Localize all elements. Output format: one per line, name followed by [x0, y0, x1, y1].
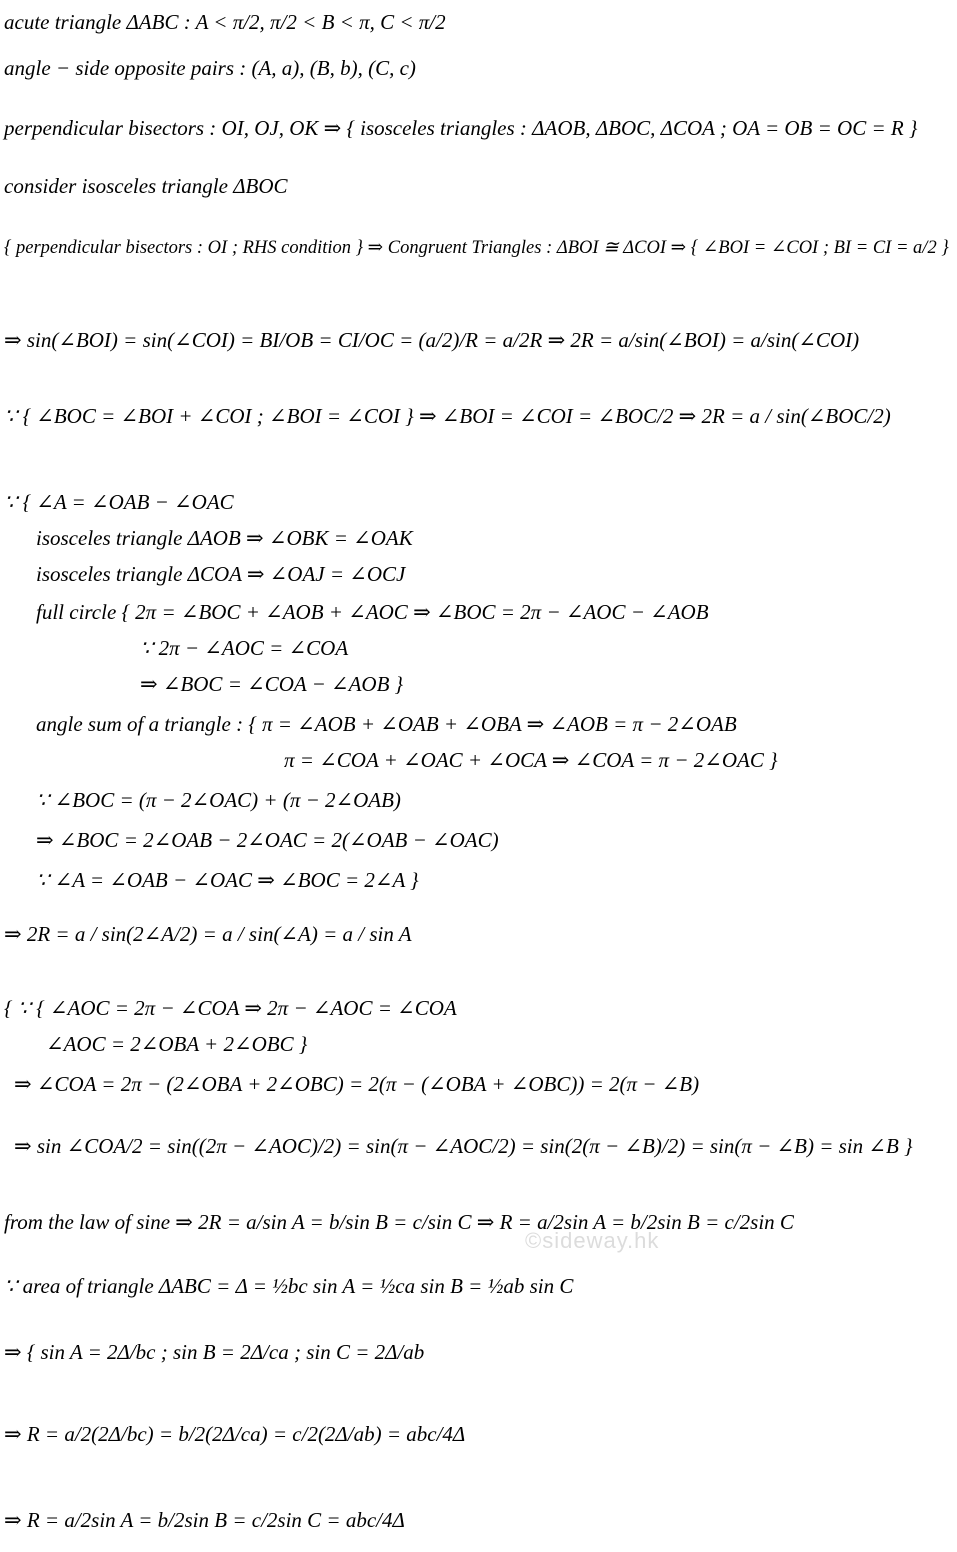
line-2: angle − side opposite pairs : (A, a), (B, b), (C, c) [4, 56, 416, 80]
line-18: ∵ ∠A = ∠OAB − ∠OAC ⇒ ∠BOC = 2∠A } [36, 868, 419, 892]
line-21: ∠AOC = 2∠OBA + 2∠OBC } [46, 1032, 308, 1056]
line-23: ⇒ sin ∠COA/2 = sin((2π − ∠AOC)/2) = sin(π − ∠AOC/2) = sin(2(π − ∠B)/2) = sin(π − ∠B) = sin ∠B } [14, 1134, 913, 1158]
line-6: ⇒ sin(∠BOI) = sin(∠COI) = BI/OB = CI/OC = (a/2)/R = a/2R ⇒ 2R = a/sin(∠BOI) = a/sin(∠COI) [4, 328, 860, 352]
line-4: consider isosceles triangle ΔBOC [4, 174, 288, 198]
line-28: ⇒ R = a/2sin A = b/2sin B = c/2sin C = abc/4Δ [4, 1508, 405, 1532]
line-19: ⇒ 2R = a / sin(2∠A/2) = a / sin(∠A) = a / sin A [4, 922, 412, 946]
line-11: full circle { 2π = ∠BOC + ∠AOB + ∠AOC ⇒ ∠BOC = 2π − ∠AOC − ∠AOB [36, 600, 709, 624]
watermark: ©sideway.hk [525, 1228, 660, 1253]
line-16: ∵ ∠BOC = (π − 2∠OAC) + (π − 2∠OAB) [36, 788, 401, 812]
line-9: isosceles triangle ΔAOB ⇒ ∠OBK = ∠OAK [36, 526, 413, 550]
line-3: perpendicular bisectors : OI, OJ, OK ⇒ { isosceles triangles : ΔAOB, ΔBOC, ΔCOA ; OA = OB = OC = R } [4, 116, 918, 140]
line-8: ∵ { ∠A = ∠OAB − ∠OAC [4, 490, 234, 514]
line-25: ∵ area of triangle ΔABC = Δ = ½bc sin A = ½ca sin B = ½ab sin C [4, 1274, 574, 1298]
line-14: angle sum of a triangle : { π = ∠AOB + ∠OAB + ∠OBA ⇒ ∠AOB = π − 2∠OAB [36, 712, 737, 736]
line-24: from the law of sine ⇒ 2R = a/sin A = b/sin B = c/sin C ⇒ R = a/2sin A = b/2sin B = c/2sin C [4, 1210, 794, 1234]
line-1: acute triangle ΔABC : A < π/2, π/2 < B < π, C < π/2 [4, 10, 446, 34]
line-5: { perpendicular bisectors : OI ; RHS condition } ⇒ Congruent Triangles : ΔBOI ≅ ΔCOI ⇒ { ∠BOI = ∠COI ; BI = CI = a/2 } [4, 238, 949, 258]
line-13: ⇒ ∠BOC = ∠COA − ∠AOB } [140, 672, 404, 696]
line-12: ∵ 2π − ∠AOC = ∠COA [140, 636, 349, 660]
line-7: ∵ { ∠BOC = ∠BOI + ∠COI ; ∠BOI = ∠COI } ⇒ ∠BOI = ∠COI = ∠BOC/2 ⇒ 2R = a / sin(∠BOC/2) [4, 404, 891, 428]
line-20: { ∵ { ∠AOC = 2π − ∠COA ⇒ 2π − ∠AOC = ∠COA [4, 996, 457, 1020]
line-15: π = ∠COA + ∠OAC + ∠OCA ⇒ ∠COA = π − 2∠OAC } [284, 748, 778, 772]
line-17: ⇒ ∠BOC = 2∠OAB − 2∠OAC = 2(∠OAB − ∠OAC) [36, 828, 499, 852]
line-26: ⇒ { sin A = 2Δ/bc ; sin B = 2Δ/ca ; sin C = 2Δ/ab [4, 1340, 425, 1364]
line-10: isosceles triangle ΔCOA ⇒ ∠OAJ = ∠OCJ [36, 562, 406, 586]
line-27: ⇒ R = a/2(2Δ/bc) = b/2(2Δ/ca) = c/2(2Δ/ab) = abc/4Δ [4, 1422, 466, 1446]
line-22: ⇒ ∠COA = 2π − (2∠OBA + 2∠OBC) = 2(π − (∠OBA + ∠OBC)) = 2(π − ∠B) [14, 1072, 700, 1096]
